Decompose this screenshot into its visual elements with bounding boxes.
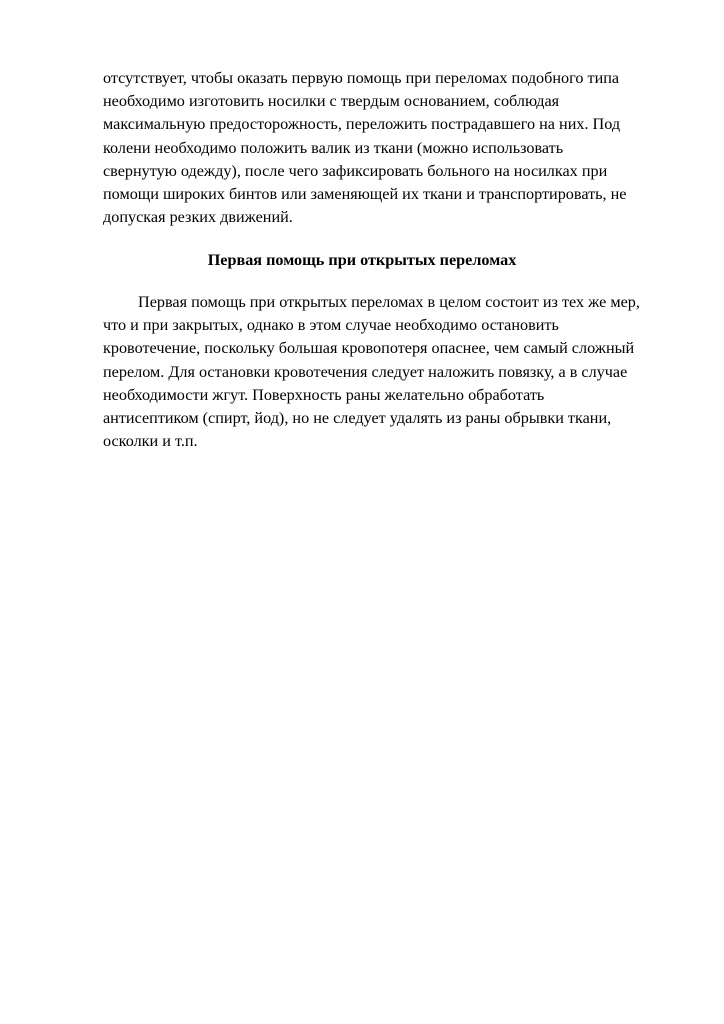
paragraph-line: перелом. Для остановки кровотечения следует наложить повязку, а в случае bbox=[103, 362, 628, 381]
paragraph-line: свернутую одежду), после чего зафиксировать больного на носилках при bbox=[103, 161, 608, 180]
paragraph-line: помощи широких бинтов или заменяющей их ткани и транспортировать, не bbox=[103, 185, 627, 204]
paragraph-line: колени необходимо положить валик из ткани (можно использовать bbox=[103, 138, 564, 157]
section-heading: Первая помощь при открытых переломах bbox=[207, 251, 517, 269]
paragraph-line: допуская резких движений. bbox=[103, 208, 293, 227]
paragraph-line: осколки и т.п. bbox=[103, 432, 198, 451]
paragraph-line: необходимости жгут. Поверхность раны желательно обработать bbox=[103, 385, 545, 404]
paragraph-line: кровотечение, поскольку большая кровопотеря опаснее, чем самый сложный bbox=[103, 339, 635, 358]
paragraph-line: необходимо изготовить носилки с твердым основанием, соблюдая bbox=[103, 92, 560, 111]
paragraph-line: антисептиком (спирт, йод), но не следует удалять из раны обрывки ткани, bbox=[103, 409, 612, 428]
paragraph-line: Первая помощь при открытых переломах в целом состоит из тех же мер, bbox=[138, 293, 640, 311]
paragraph-line: отсутствует, чтобы оказать первую помощь при переломах подобного типа bbox=[103, 69, 620, 87]
paragraph-line: максимальную предосторожность, переложить пострадавшего на них. Под bbox=[103, 115, 621, 134]
paragraph-open-fracture-first-aid bbox=[103, 291, 663, 453]
paragraph-closed-fracture-transport bbox=[103, 67, 663, 229]
paragraph-line: что и при закрытых, однако в этом случае необходимо остановить bbox=[103, 316, 559, 335]
